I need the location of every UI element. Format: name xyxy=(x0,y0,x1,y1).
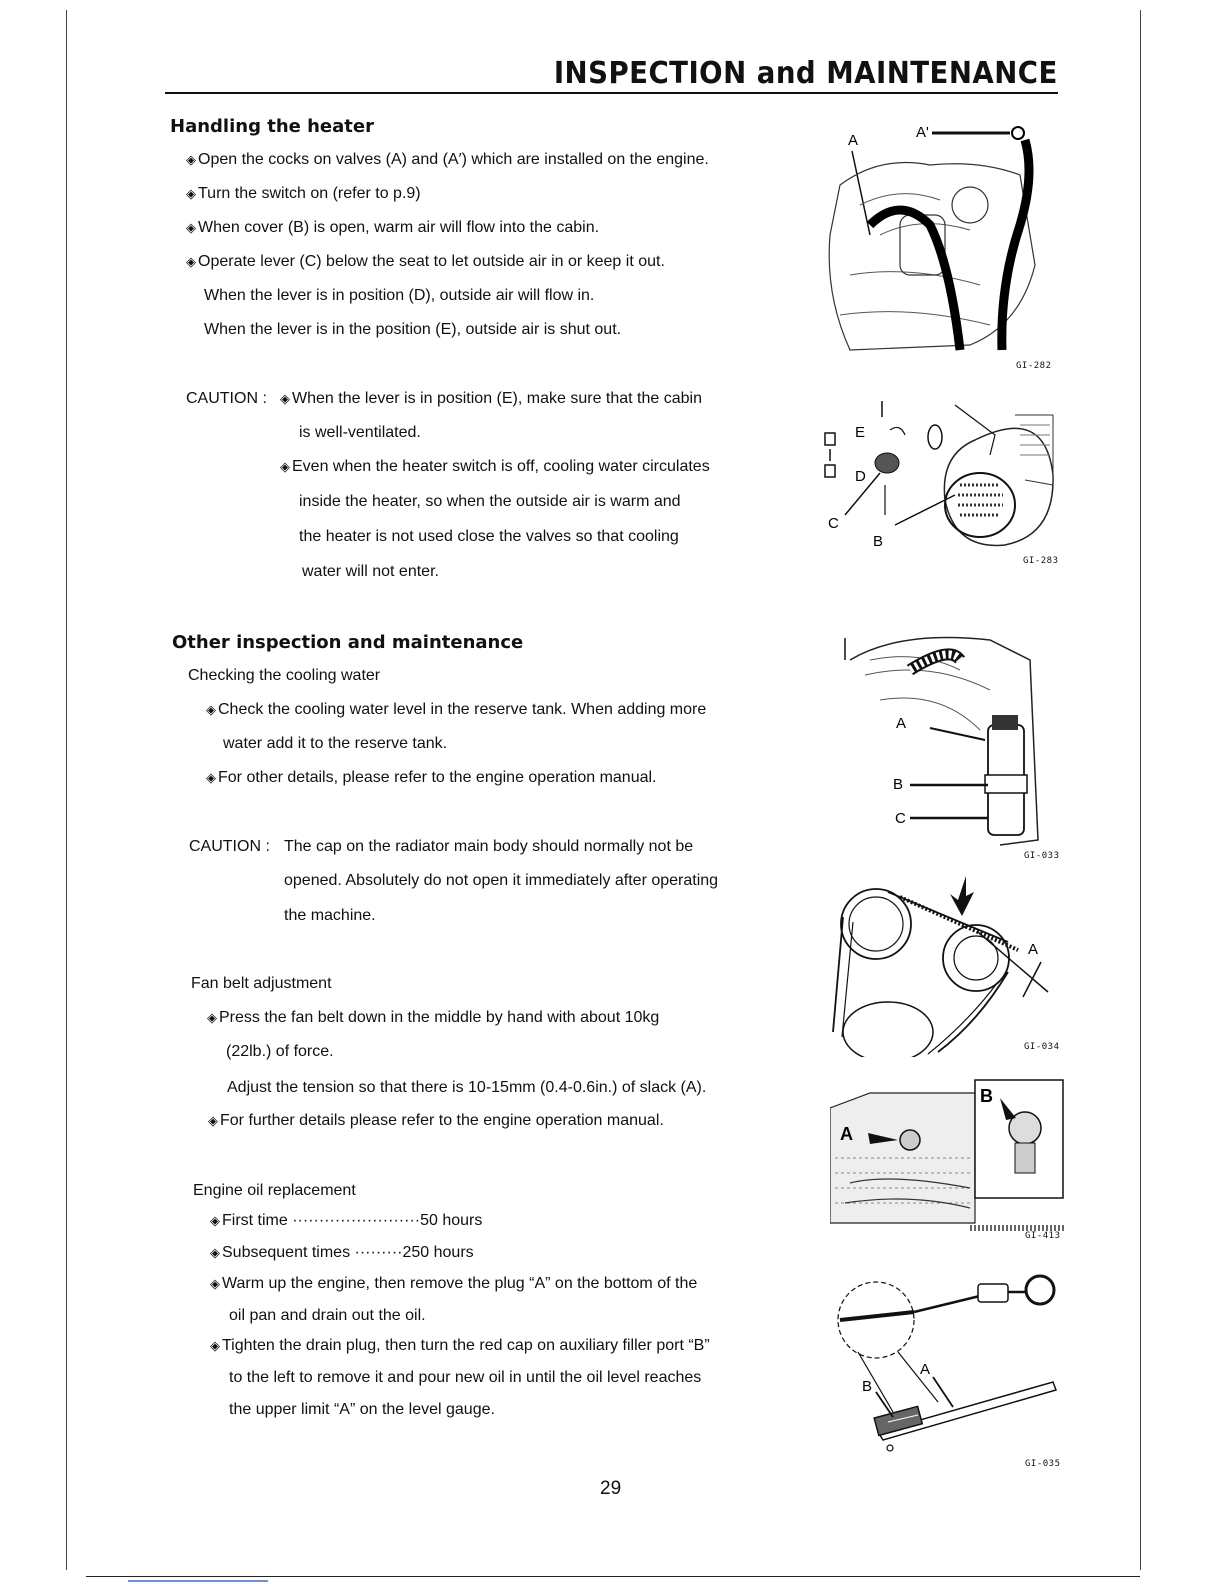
heater-caution-line-3: ◈ Even when the heater switch is off, cooling water circulates xyxy=(280,458,710,476)
scan-mark xyxy=(128,1580,268,1582)
left-margin-line xyxy=(66,10,67,1570)
figure-label: A xyxy=(896,715,907,732)
fan-belt-line-1: ◈ Press the fan belt down in the middle by hand with about 10kg xyxy=(207,1009,659,1027)
cooling-line-2: water add it to the reserve tank. xyxy=(223,735,448,752)
heater-lever-figure xyxy=(815,395,1060,550)
other-heading: Other inspection and maintenance xyxy=(172,632,524,653)
heater-line-4: ◈ Operate lever (C) below the seat to let outside air in or keep it out. xyxy=(186,253,665,271)
page-title: INSPECTION and MAINTENANCE xyxy=(553,56,1058,91)
level-gauge-figure xyxy=(828,1272,1063,1457)
engine-oil-line-3: ◈ Warm up the engine, then remove the plug “A” on the bottom of the xyxy=(210,1275,697,1293)
figure-label: B xyxy=(862,1378,873,1395)
heater-line-6: When the lever is in the position (E), outside air is shut out. xyxy=(204,321,622,338)
engine-oil-line-6: to the left to remove it and pour new oil in until the oil level reaches xyxy=(229,1369,702,1386)
figure-code: GI-035 xyxy=(1025,1459,1061,1469)
heater-line-5: When the lever is in position (D), outside air will flow in. xyxy=(204,287,595,304)
engine-oil-line-1: ◈ First time ························50 hours xyxy=(210,1212,482,1230)
reserve-tank-figure xyxy=(840,630,1050,850)
heater-line-1: ◈ Open the cocks on valves (A) and (A′) which are installed on the engine. xyxy=(186,151,709,169)
engine-oil-line-7: the upper limit “A” on the level gauge. xyxy=(229,1401,495,1418)
figure-label: A xyxy=(840,1124,853,1144)
cooling-caution-line-2: opened. Absolutely do not open it immediately after operating xyxy=(284,872,719,889)
fan-belt-line-2: (22lb.) of force. xyxy=(226,1043,334,1060)
fan-belt-subheading: Fan belt adjustment xyxy=(191,975,332,992)
figure-label: C xyxy=(828,515,839,532)
figure-label: B xyxy=(873,533,884,550)
figure-code: GI-282 xyxy=(1016,361,1052,371)
heater-caution-line-2: is well-ventilated. xyxy=(299,424,421,441)
fan-belt-line-3: Adjust the tension so that there is 10-15mm (0.4-0.6in.) of slack (A). xyxy=(227,1079,707,1096)
figure-label: D xyxy=(855,468,866,485)
heater-caution-line-6: water will not enter. xyxy=(302,563,439,580)
figure-code: GI-034 xyxy=(1024,1042,1060,1052)
heater-caution-line-4: inside the heater, so when the outside air is warm and xyxy=(299,493,681,510)
fan-belt-figure xyxy=(828,872,1058,1057)
engine-oil-subheading: Engine oil replacement xyxy=(193,1182,356,1199)
heater-caution-label: CAUTION : xyxy=(186,390,267,407)
header-rule xyxy=(165,92,1058,94)
cooling-line-1: ◈ Check the cooling water level in the reserve tank. When adding more xyxy=(206,701,706,719)
figure-label: B xyxy=(893,776,904,793)
engine-oil-line-2: ◈ Subsequent times ·········250 hours xyxy=(210,1244,474,1262)
bottom-rule xyxy=(86,1576,1140,1577)
cooling-caution-label: CAUTION : xyxy=(189,838,270,855)
cooling-line-3: ◈ For other details, please refer to the engine operation manual. xyxy=(206,769,657,787)
figure-label: B xyxy=(980,1086,993,1106)
figure-label: A xyxy=(920,1361,931,1378)
oil-drain-figure xyxy=(830,1078,1065,1238)
figure-code: GI-033 xyxy=(1024,851,1060,861)
figure-label: A xyxy=(848,132,859,149)
heater-heading: Handling the heater xyxy=(170,116,374,137)
cooling-caution-line-3: the machine. xyxy=(284,907,376,924)
fan-belt-line-4: ◈ For further details please refer to the engine operation manual. xyxy=(208,1112,664,1130)
engine-oil-line-4: oil pan and drain out the oil. xyxy=(229,1307,426,1324)
figure-label: A xyxy=(1028,941,1039,958)
engine-valves-figure xyxy=(820,115,1045,360)
page-number: 29 xyxy=(600,1478,622,1499)
figure-label: C xyxy=(895,810,906,827)
heater-caution-line-1: ◈ When the lever is in position (E), make sure that the cabin xyxy=(280,390,702,408)
right-margin-line xyxy=(1140,10,1141,1570)
heater-line-3: ◈ When cover (B) is open, warm air will flow into the cabin. xyxy=(186,219,599,237)
cooling-caution-line-1: The cap on the radiator main body should normally not be xyxy=(284,838,694,855)
heater-caution-line-5: the heater is not used close the valves so that cooling xyxy=(299,528,679,545)
engine-oil-line-5: ◈ Tighten the drain plug, then turn the red cap on auxiliary filler port “B” xyxy=(210,1337,710,1355)
figure-label: E xyxy=(855,424,866,441)
figure-label: A' xyxy=(916,124,929,141)
heater-line-2: ◈ Turn the switch on (refer to p.9) xyxy=(186,185,421,203)
figure-code: GI-283 xyxy=(1023,556,1059,566)
cooling-subheading: Checking the cooling water xyxy=(188,667,381,684)
figure-code: GI-413 xyxy=(1025,1231,1061,1241)
